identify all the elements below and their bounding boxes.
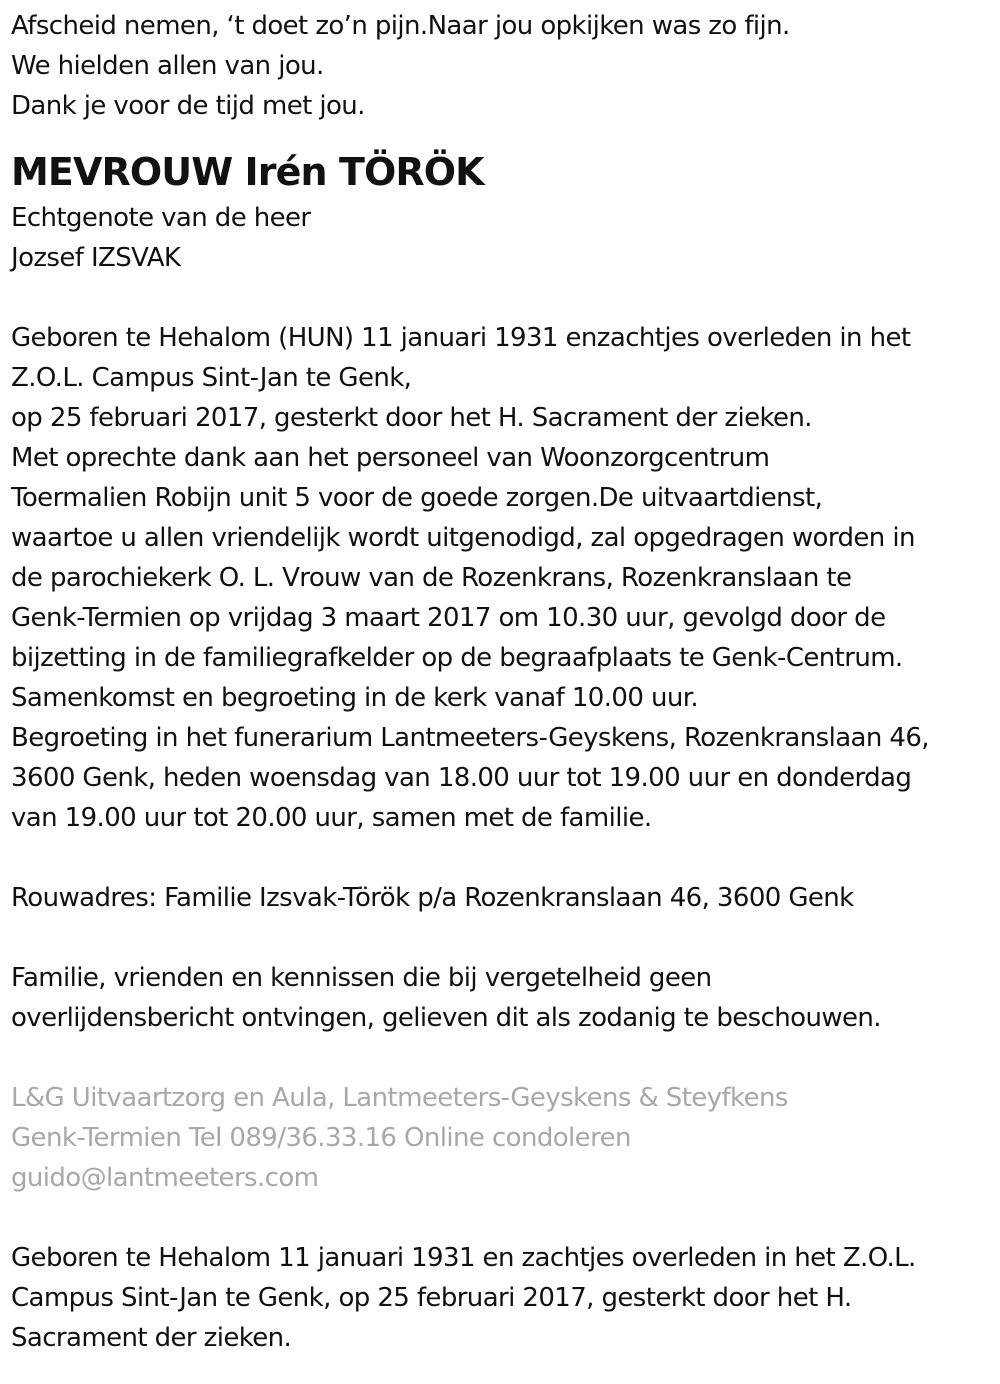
spacer	[11, 1038, 996, 1078]
summary-line: Campus Sint-Jan te Genk, op 25 februari 2017, gesterkt door het H.	[11, 1283, 852, 1313]
body-line: de parochiekerk O. L. Vrouw van de Rozenkrans, Rozenkranslaan te	[11, 563, 852, 593]
spacer	[11, 838, 996, 878]
spacer	[11, 1198, 996, 1238]
poem	[11, 6, 996, 126]
spouse-line: Jozsef IZSVAK	[11, 243, 181, 273]
mourning-address: Rouwadres: Familie Izsvak-Török p/a Rozenkranslaan 46, 3600 Genk	[11, 883, 854, 913]
body-line: Geboren te Hehalom (HUN) 11 januari 1931 enzachtjes overleden in het	[11, 323, 911, 353]
funeral-home-info	[11, 1078, 996, 1198]
poem-line: We hielden allen van jou.	[11, 51, 324, 81]
summary-line: Geboren te Hehalom 11 januari 1931 en zachtjes overleden in het Z.O.L.	[11, 1243, 916, 1273]
body-line: Toermalien Robijn unit 5 voor de goede zorgen.De uitvaartdienst,	[11, 483, 823, 513]
poem-line: Afscheid nemen, ‘t doet zo’n pijn.Naar jou opkijken was zo fijn.	[11, 11, 790, 41]
poem-line: Dank je voor de tijd met jou.	[11, 91, 365, 121]
deceased-name: MEVROUW Irén TÖRÖK	[11, 150, 484, 194]
spacer	[11, 278, 996, 318]
body-line: bijzetting in de familiegrafkelder op de begraafplaats te Genk-Centrum.	[11, 643, 903, 673]
spacer	[11, 918, 996, 958]
notice-line: overlijdensbericht ontvingen, gelieven dit als zodanig te beschouwen.	[11, 1003, 881, 1033]
funeral-home-email: guido@lantmeeters.com	[11, 1163, 319, 1193]
spouse-info	[11, 198, 996, 278]
summary-line: Sacrament der zieken.	[11, 1323, 292, 1353]
funeral-home-line: Genk-Termien Tel 089/36.33.16 Online condoleren	[11, 1123, 631, 1153]
body-line: Met oprechte dank aan het personeel van Woonzorgcentrum	[11, 443, 770, 473]
body-line: van 19.00 uur tot 20.00 uur, samen met de familie.	[11, 803, 652, 833]
body-line: Genk-Termien op vrijdag 3 maart 2017 om 10.30 uur, gevolgd door de	[11, 603, 886, 633]
body-line: waartoe u allen vriendelijk wordt uitgenodigd, zal opgedragen worden in	[11, 523, 915, 553]
body-line: 3600 Genk, heden woensdag van 18.00 uur tot 19.00 uur en donderdag	[11, 763, 912, 793]
notice	[11, 958, 996, 1038]
summary	[11, 1238, 996, 1358]
funeral-home-line: L&G Uitvaartzorg en Aula, Lantmeeters-Geyskens & Steyfkens	[11, 1083, 788, 1113]
spouse-line: Echtgenote van de heer	[11, 203, 311, 233]
body-line: op 25 februari 2017, gesterkt door het H. Sacrament der zieken.	[11, 403, 812, 433]
notice-line: Familie, vrienden en kennissen die bij vergetelheid geen	[11, 963, 712, 993]
body-line: Begroeting in het funerarium Lantmeeters-Geyskens, Rozenkranslaan 46,	[11, 723, 929, 753]
body-line: Samenkomst en begroeting in de kerk vanaf 10.00 uur.	[11, 683, 699, 713]
obituary-body	[11, 318, 996, 838]
body-line: Z.O.L. Campus Sint-Jan te Genk,	[11, 363, 412, 393]
obituary-document	[11, 6, 996, 1358]
